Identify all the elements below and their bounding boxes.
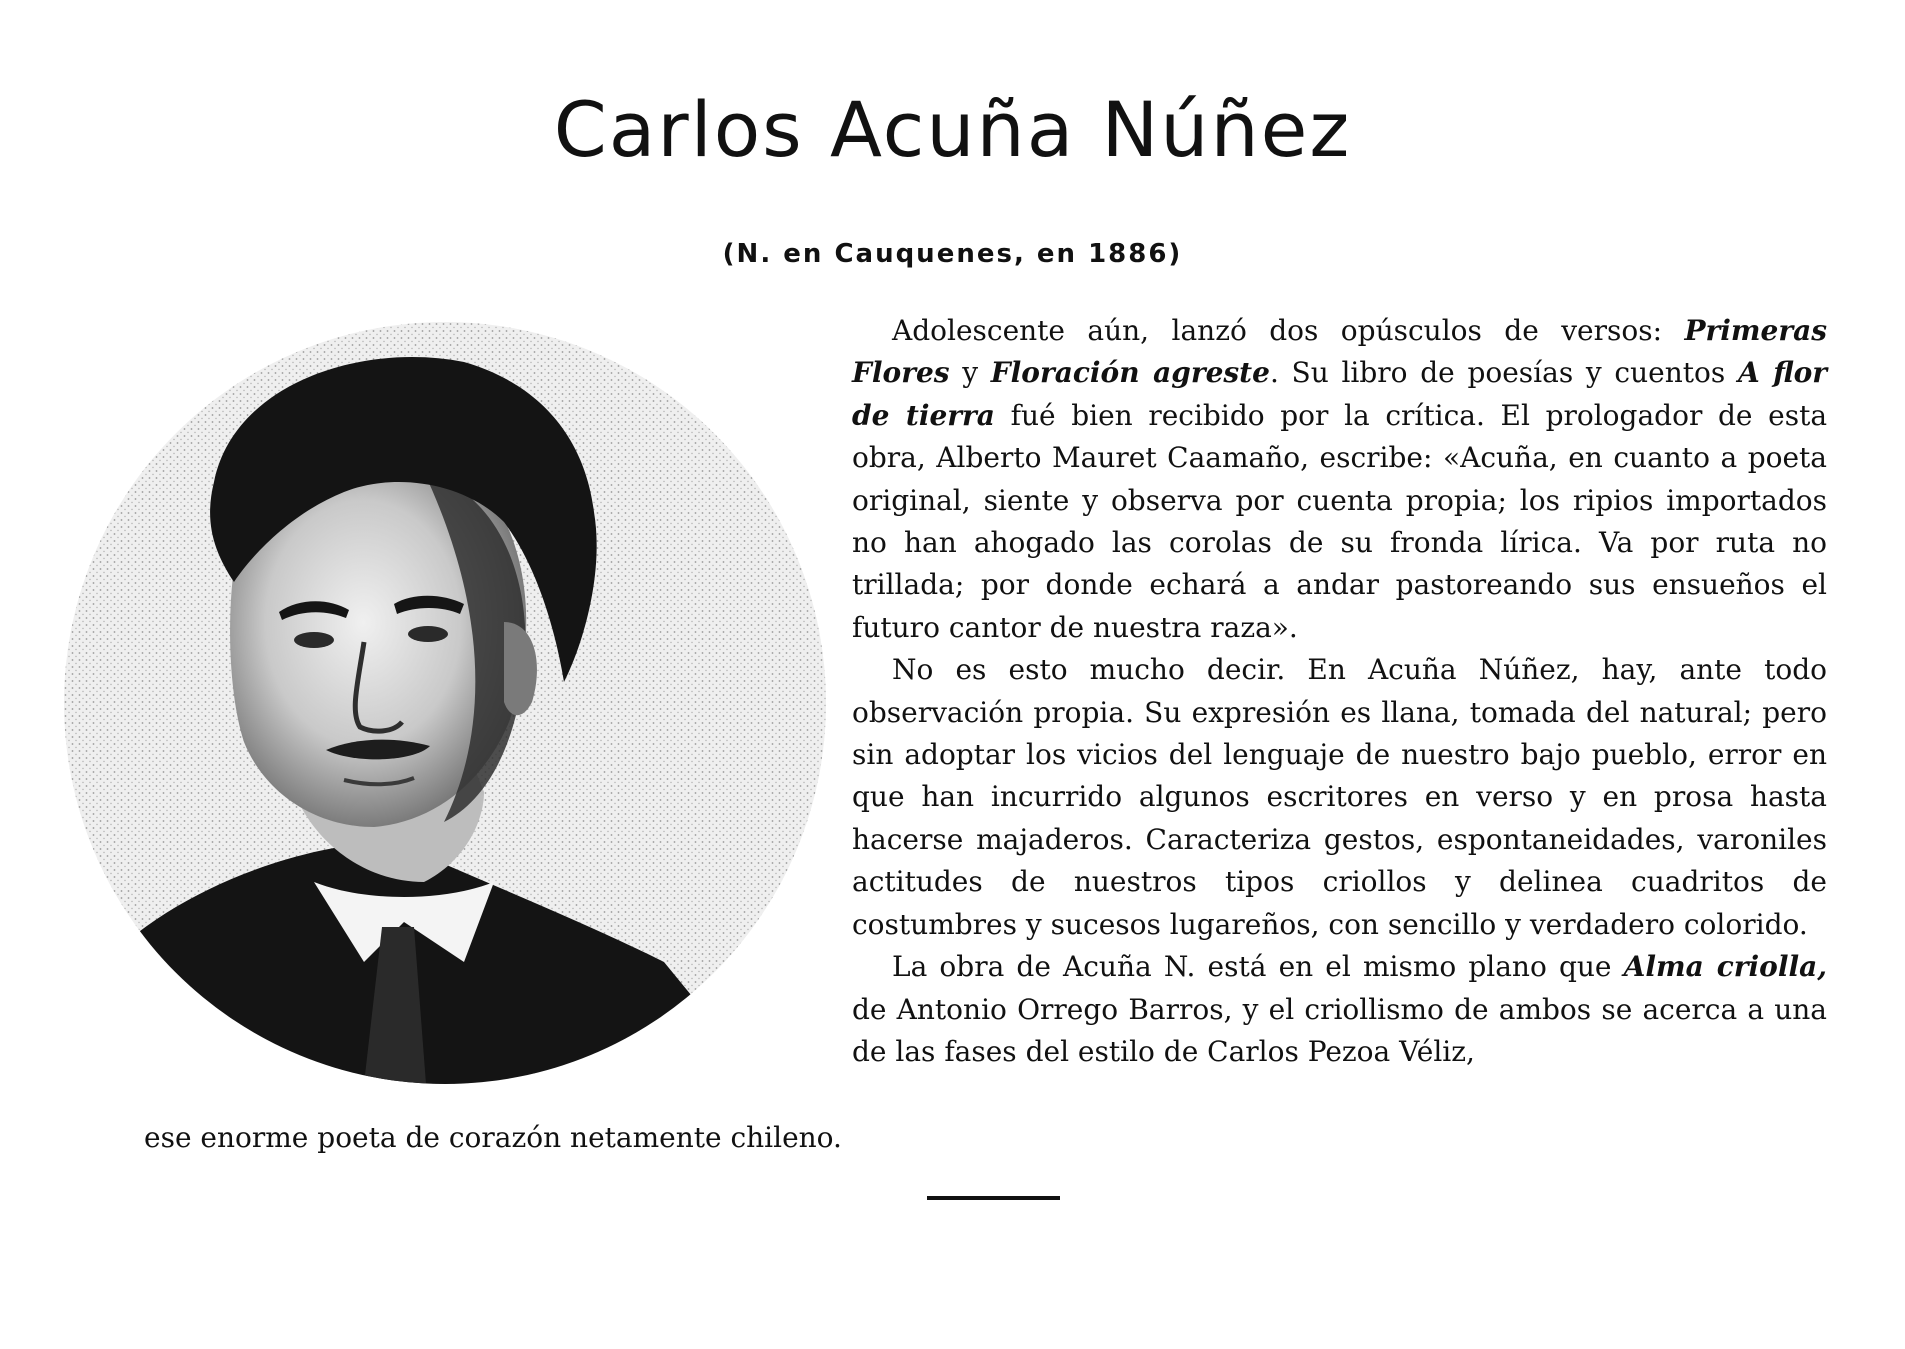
paragraph-1-text-b: y (949, 356, 991, 390)
book-title-alma-criolla: Alma criolla, (1623, 950, 1828, 984)
book-title-primeras-flores: Primeras Flores (852, 314, 1827, 390)
paragraph-2: No es esto mucho decir. En Acuña Núñez, hay, ante todo observación propia. Su expresión es llana, tomada del natural; pero sin adoptar los vicios del lenguaje de nuestro bajo pueblo, error en que han incurrido algunos escritores en verso y en prosa hasta hacerse majaderos. Caracteriza gestos, espontaneidades, varoniles actitudes de nuestros tipos criollos y delinea cuadritos de costumbres y sucesos lugareños, con sencillo y verdadero colorido. (852, 653, 1827, 941)
paragraph-3-text-b: de Antonio Orrego Barros, y el criollismo de ambos se acerca a una de las fases del estilo de Carlos Pezoa Véliz, (852, 992, 1827, 1068)
paragraph-1-text-a: Adolescente aún, lanzó dos opúsculos de versos: (892, 314, 1685, 347)
birth-note: (N. en Cauquenes, en 1886) (722, 239, 1183, 269)
paragraph-3-tail: ese enorme poeta de corazón netamente chileno. (144, 1121, 842, 1154)
section-divider (927, 1196, 1060, 1200)
page-title: Carlos Acuña Núñez (553, 85, 1352, 174)
author-portrait (64, 322, 826, 1084)
book-title-a-flor-de-tierra: A flor de tierra (852, 356, 1828, 432)
paragraph-1 (852, 310, 1827, 649)
paragraph-1-text-c: . Su libro de poesías y cuentos (1269, 356, 1738, 390)
paragraph-3 (852, 946, 1827, 1073)
paragraph-1-text-d: fué bien recibido por la crítica. El prologador de esta obra, Alberto Mauret Caamaño, escribe: «Acuña, en cuanto a poeta original, siente y observa por cuenta propia; los ripios importados no han ahogado las corolas de su fronda lírica. Va por ruta no trillada; por donde echará a andar pastoreando sus ensueños el futuro cantor de nuestra raza». (852, 398, 1828, 644)
book-title-floracion-agreste: Floración agreste (990, 356, 1270, 390)
portrait-photo-icon (64, 322, 826, 1084)
biography-text (852, 310, 1827, 1073)
paragraph-3-text-a: La obra de Acuña N. está en el mismo plano que (892, 950, 1624, 984)
